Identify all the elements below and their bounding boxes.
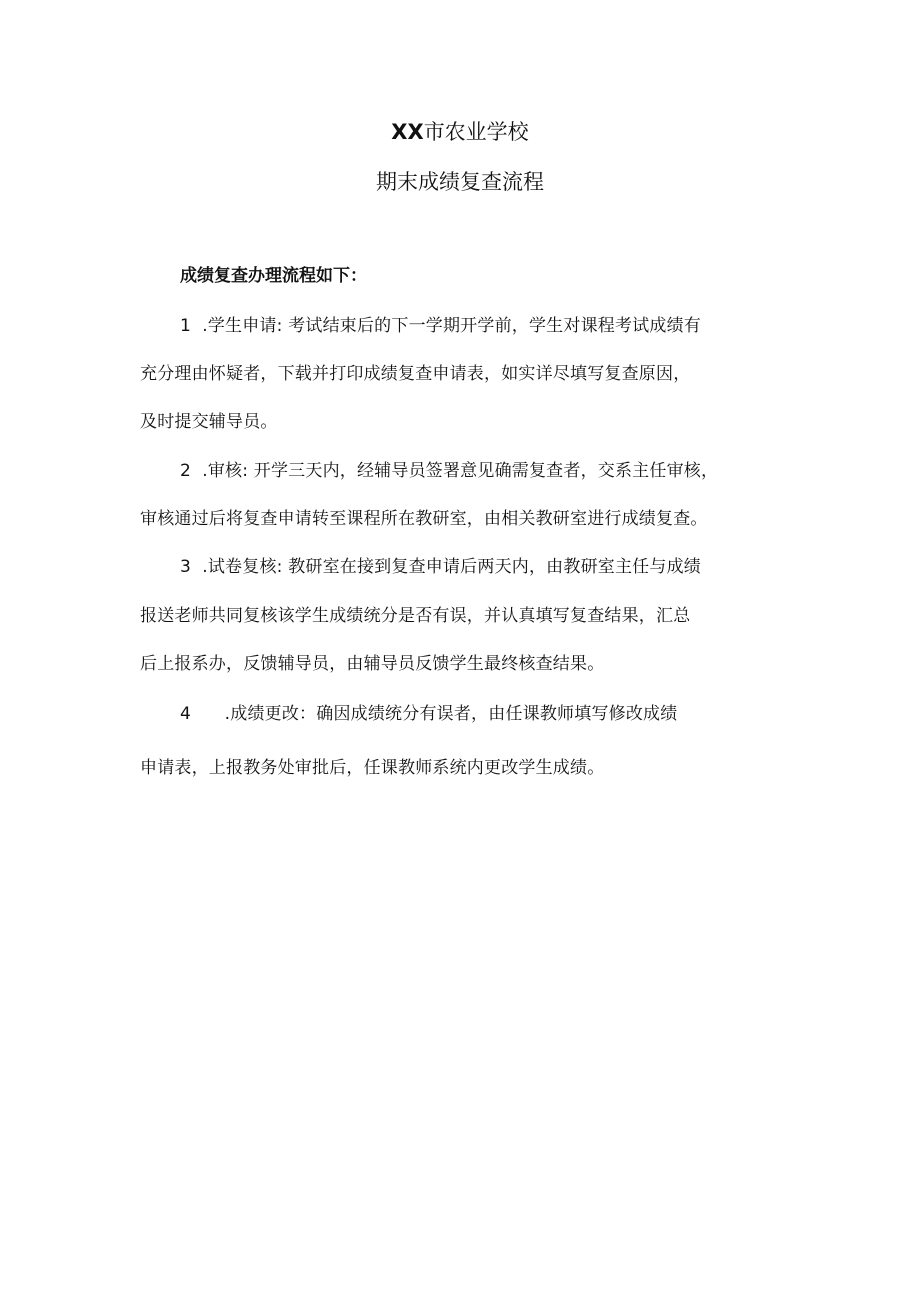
- step-1-line-2: 充分理由怀疑者，下载并打印成绩复查申请表，如实详尽填写复查原因，: [140, 364, 691, 384]
- step-4-text-1: .成绩更改：确因成绩统分有误者，由任课教师填写修改成绩: [224, 704, 678, 724]
- step-3-line-1: [180, 555, 701, 579]
- document-title: 期末成绩复查流程: [376, 170, 544, 194]
- school-title: [0, 118, 920, 146]
- step-1-line-3: 及时提交辅导员。: [140, 412, 278, 432]
- step-2-line-2: 审核通过后将复查申请转至课程所在教研室，由相关教研室进行成绩复查。: [140, 509, 708, 529]
- step-3-number: 3: [180, 557, 192, 577]
- school-prefix: XX: [391, 120, 424, 144]
- step-2-number: 2: [180, 461, 192, 481]
- step-1-line-1: [180, 314, 701, 338]
- step-4-line-1: [180, 702, 677, 726]
- step-4-line-2: 申请表，上报教务处审批后，任课教师系统内更改学生成绩。: [140, 758, 605, 778]
- step-3-text-1: .试卷复核: 教研室在接到复查申请后两天内，由教研室主任与成绩: [202, 557, 701, 577]
- school-name: 市农业学校: [423, 120, 529, 144]
- step-2-line-1: [180, 459, 718, 483]
- step-3-line-2: 报送老师共同复核该学生成绩统分是否有误，并认真填写复查结果，汇总: [140, 606, 691, 626]
- step-4-number: 4: [180, 704, 192, 724]
- step-1-text-1: .学生申请: 考试结束后的下一学期开学前，学生对课程考试成绩有: [202, 316, 701, 336]
- step-2-text-1: .审核: 开学三天内，经辅导员签署意见确需复查者，交系主任审核，: [202, 461, 719, 481]
- step-3-line-3: 后上报系办，反馈辅导员，由辅导员反馈学生最终核查结果。: [140, 654, 605, 674]
- intro-heading: 成绩复查办理流程如下：: [180, 266, 367, 286]
- step-1-number: 1: [180, 316, 192, 336]
